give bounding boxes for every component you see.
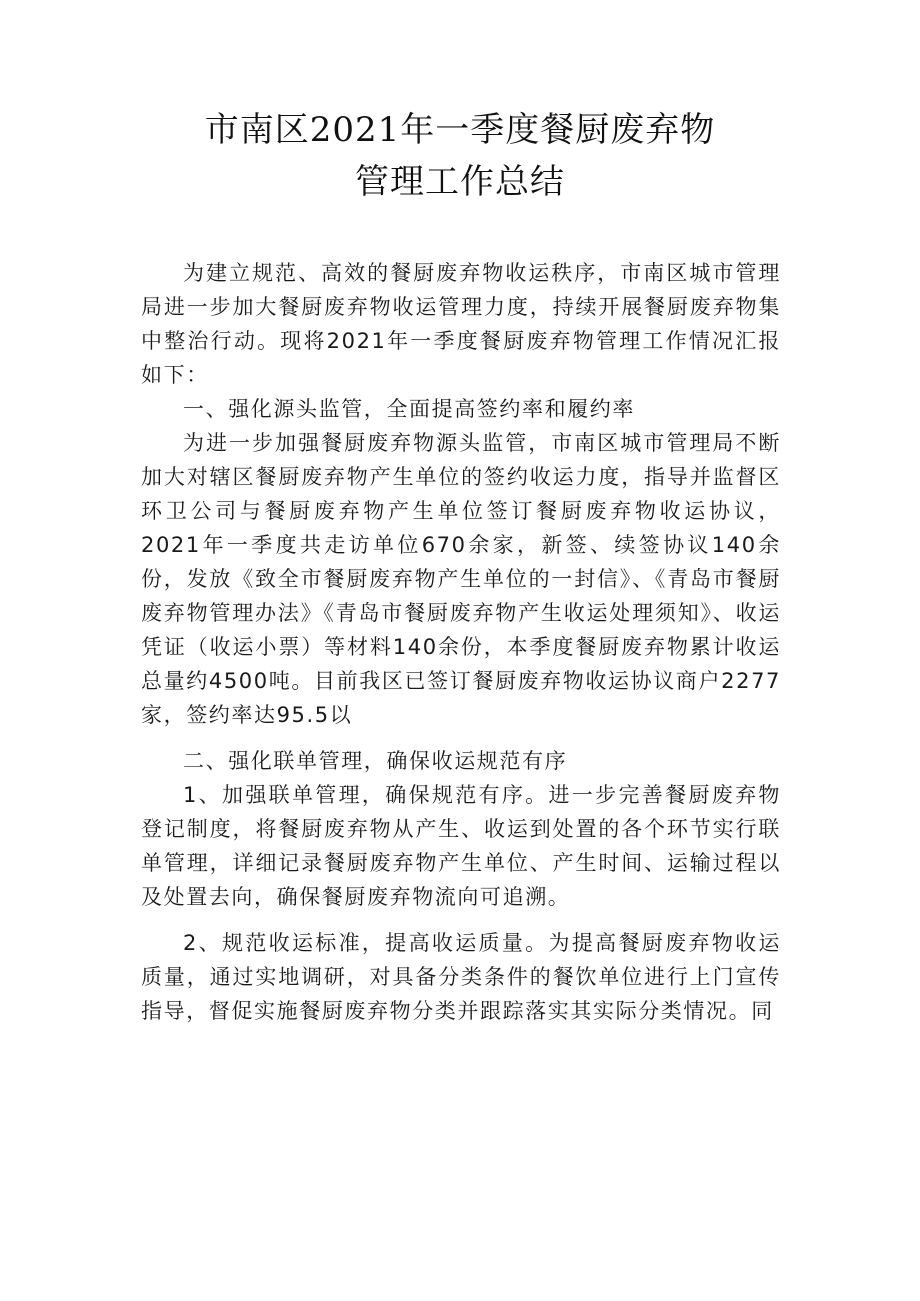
title-line-1: 市南区2021年一季度餐厨废弃物 — [204, 110, 716, 150]
title-line-2: 管理工作总结 — [355, 162, 565, 202]
section-1-paragraph: 为进一步加强餐厨废弃物源头监管，市南区城市管理局不断加大对辖区餐厨废弃物产生单位的签约收运力度，指导并监督区环卫公司与餐厨废弃物产生单位签订餐厨废弃物收运协议，2021年一季度共走访单位670余家，新签、续签协议140余份，发放《致全市餐厨废弃物产生单位的一封信》、《青岛市餐厨废弃物管理办法》《青岛市餐厨废弃物产生收运处理须知》、收运凭证（收运小票）等材料140余份，本季度餐厨废弃物累计收运总量约4500吨。目前我区已签订餐厨废弃物收运协议商户2277家，签约率达95.5以 — [141, 431, 781, 727]
document-title — [0, 104, 920, 208]
intro-paragraph: 为建立规范、高效的餐厨废弃物收运秩序，市南区城市管理局进一步加大餐厨废弃物收运管理力度，持续开展餐厨废弃物集中整治行动。现将2021年一季度餐厨废弃物管理工作情况汇报如下： — [141, 261, 781, 387]
document-body — [141, 256, 781, 1028]
section-heading-2: 二、强化联单管理，确保收运规范有序 — [183, 749, 568, 773]
section-2-item-2: 2、规范收运标准，提高收运质量。为提高餐厨废弃物收运质量，通过实地调研，对具备分类条件的餐饮单位进行上门宣传指导，督促实施餐厨废弃物分类并跟踪落实其实际分类情况。同 — [141, 931, 781, 1023]
section-2-item-1: 1、加强联单管理，确保规范有序。进一步完善餐厨废弃物登记制度，将餐厨废弃物从产生、收运到处置的各个环节实行联单管理，详细记录餐厨废弃物产生单位、产生时间、运输过程以及处置去向，确保餐厨废弃物流向可追溯。 — [141, 783, 781, 909]
section-heading-1: 一、强化源头监管，全面提高签约率和履约率 — [183, 397, 635, 421]
